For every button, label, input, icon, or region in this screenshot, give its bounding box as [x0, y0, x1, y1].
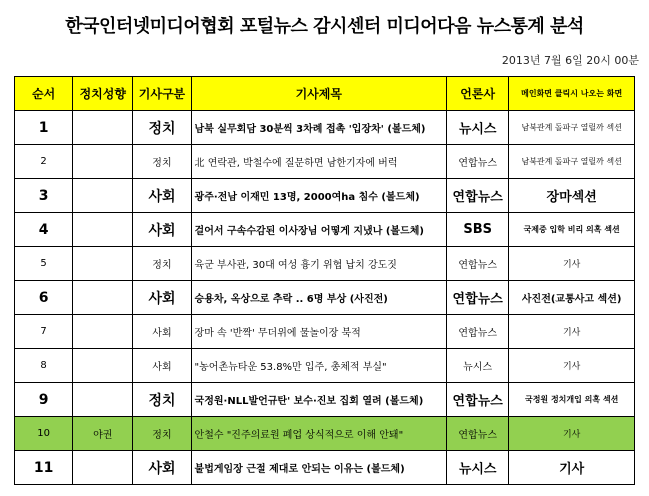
row-political-lean [73, 111, 133, 145]
row-political-lean: 야권 [73, 417, 133, 451]
row-article-title: 北 연락관, 박철수에 질문하면 남한기자에 버럭 [191, 145, 446, 179]
row-press: 연합뉴스 [447, 179, 509, 213]
row-press: SBS [447, 213, 509, 247]
row-press: 연합뉴스 [447, 145, 509, 179]
row-article-title: 불법게임장 근절 제대로 안되는 이유는 (볼드체) [191, 451, 446, 485]
news-stats-table [14, 76, 635, 485]
row-screen: 기사 [509, 417, 635, 451]
table-row [15, 179, 635, 213]
row-article-title: 남북 실무회담 30분씩 3차례 접촉 '입장차' (볼드체) [191, 111, 446, 145]
row-order: 1 [15, 111, 73, 145]
row-screen: 기사 [509, 247, 635, 281]
row-screen: 남북관계 돌파구 열릴까 섹션 [509, 145, 635, 179]
table-header-row [15, 77, 635, 111]
row-article-title: 육군 부사관, 30대 여성 흉기 위협 납치 강도짓 [191, 247, 446, 281]
row-article-title: 승용차, 옥상으로 추락 .. 6명 부상 (사진전) [191, 281, 446, 315]
row-order: 11 [15, 451, 73, 485]
row-article-title: 국정원·NLL발언규탄' 보수·진보 집회 열려 (볼드체) [191, 383, 446, 417]
row-article-title: 광주·전남 이재민 13명, 2000여ha 침수 (볼드체) [191, 179, 446, 213]
table-row [15, 247, 635, 281]
row-screen: 장마섹션 [509, 179, 635, 213]
row-category: 사회 [133, 213, 191, 247]
row-category: 사회 [133, 451, 191, 485]
header-political-lean: 정치성향 [73, 77, 133, 111]
row-political-lean [73, 315, 133, 349]
row-category: 사회 [133, 315, 191, 349]
row-political-lean [73, 179, 133, 213]
row-political-lean [73, 247, 133, 281]
row-article-title: 걸어서 구속수감된 이사장님 어떻게 지냈나 (볼드체) [191, 213, 446, 247]
row-press: 연합뉴스 [447, 281, 509, 315]
table-row [15, 349, 635, 383]
row-category: 정치 [133, 383, 191, 417]
table-row [15, 383, 635, 417]
row-category: 사회 [133, 179, 191, 213]
row-order: 4 [15, 213, 73, 247]
row-press: 연합뉴스 [447, 417, 509, 451]
row-category: 정치 [133, 111, 191, 145]
table-row [15, 281, 635, 315]
row-press: 뉴시스 [447, 111, 509, 145]
row-order: 2 [15, 145, 73, 179]
row-political-lean [73, 451, 133, 485]
row-category: 정치 [133, 247, 191, 281]
row-category: 사회 [133, 349, 191, 383]
row-screen: 기사 [509, 349, 635, 383]
row-political-lean [73, 383, 133, 417]
row-screen: 국정원 정치개입 의혹 섹션 [509, 383, 635, 417]
header-screen: 메인화면 클릭시 나오는 화면 [509, 77, 635, 111]
row-political-lean [73, 281, 133, 315]
row-order: 7 [15, 315, 73, 349]
row-order: 8 [15, 349, 73, 383]
header-article-title: 기사제목 [191, 77, 446, 111]
table-row [15, 111, 635, 145]
row-order: 6 [15, 281, 73, 315]
table-row [15, 145, 635, 179]
table-row [15, 213, 635, 247]
page-title: 한국인터넷미디어협회 포털뉴스 감시센터 미디어다음 뉴스통계 분석 [65, 16, 584, 37]
row-order: 10 [15, 417, 73, 451]
row-order: 5 [15, 247, 73, 281]
row-press: 뉴시스 [447, 349, 509, 383]
row-order: 3 [15, 179, 73, 213]
row-category: 정치 [133, 145, 191, 179]
row-category: 정치 [133, 417, 191, 451]
row-screen: 기사 [509, 315, 635, 349]
row-press: 연합뉴스 [447, 315, 509, 349]
row-screen: 사진전(교통사고 섹션) [509, 281, 635, 315]
table-row [15, 315, 635, 349]
row-article-title: 안철수 "진주의료원 폐업 상식적으로 이해 안돼" [191, 417, 446, 451]
row-article-title: 장마 속 '반짝' 무더위에 물놀이장 북적 [191, 315, 446, 349]
row-screen: 기사 [509, 451, 635, 485]
row-category: 사회 [133, 281, 191, 315]
row-press: 연합뉴스 [447, 383, 509, 417]
report-date: 2013년 7월 6일 20시 00분 [501, 54, 639, 67]
row-press: 뉴시스 [447, 451, 509, 485]
table-row [15, 451, 635, 485]
row-political-lean [73, 145, 133, 179]
header-press: 언론사 [447, 77, 509, 111]
table-row-highlighted [15, 417, 635, 451]
row-screen: 국제중 입학 비리 의혹 섹션 [509, 213, 635, 247]
row-order: 9 [15, 383, 73, 417]
row-screen: 남북관계 돌파구 열릴까 섹션 [509, 111, 635, 145]
row-article-title: "농어촌뉴타운 53.8%만 입주, 총체적 부실" [191, 349, 446, 383]
row-press: 연합뉴스 [447, 247, 509, 281]
header-order: 순서 [15, 77, 73, 111]
row-political-lean [73, 213, 133, 247]
header-category: 기사구분 [133, 77, 191, 111]
row-political-lean [73, 349, 133, 383]
